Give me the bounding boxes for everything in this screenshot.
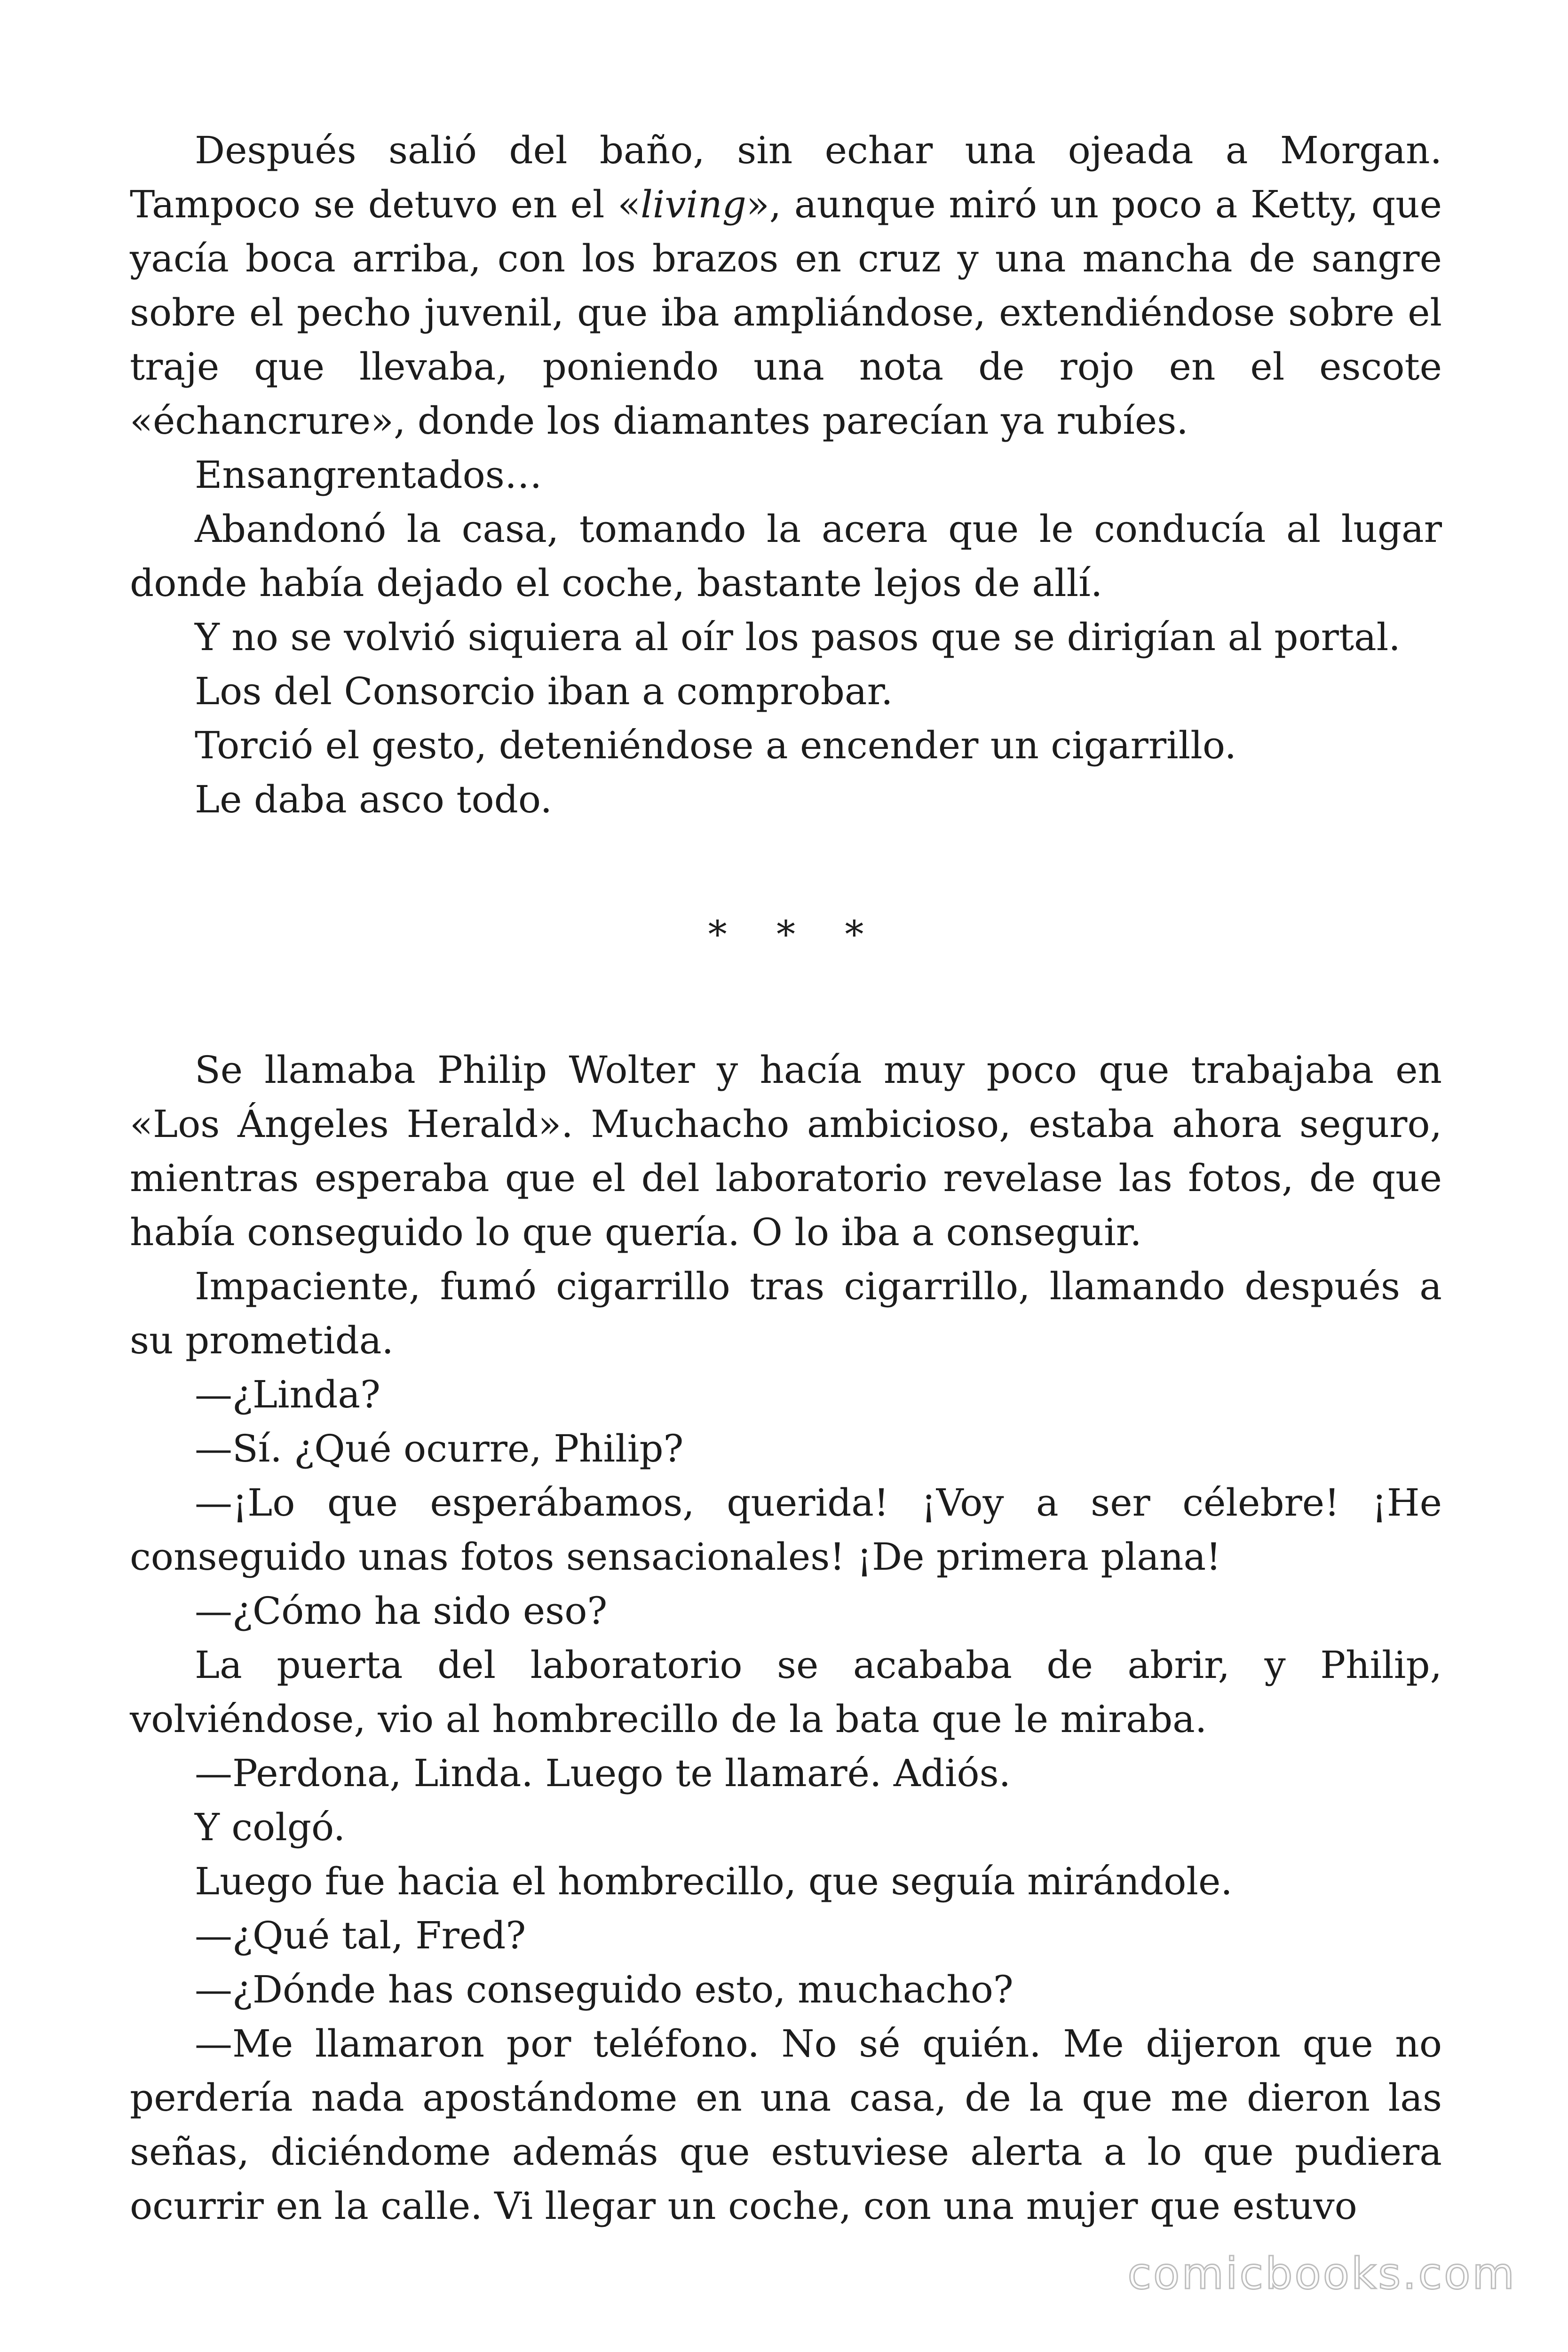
paragraph: Luego fue hacia el hombrecillo, que seguía mirándole. (195, 1859, 1233, 1903)
text-section-1 (130, 123, 1442, 826)
paragraph (130, 123, 1442, 448)
paragraph: Y colgó. (195, 1805, 346, 1849)
paragraph: —¿Qué tal, Fred? (195, 1914, 526, 1957)
paragraph: —¿Dónde has conseguido esto, muchacho? (195, 1968, 1014, 2011)
paragraph: —Me llamaron por teléfono. No sé quién. Me dijeron que no perdería nada apostándome en una casa, de la que me dieron las señas, diciéndome además que estuviese alerta a lo que pudiera ocurrir en la calle. Vi llegar un coche, con una mujer que estuvo (130, 2022, 1442, 2228)
section-separator-stars: * * * (708, 913, 883, 956)
paragraph: —¡Lo que esperábamos, querida! ¡Voy a ser célebre! ¡He conseguido unas fotos sensacionales! ¡De primera plana! (130, 1481, 1442, 1579)
book-page (130, 123, 1442, 2233)
paragraph: Los del Consorcio iban a comprobar. (195, 669, 893, 713)
paragraph: Y no se volvió siquiera al oír los pasos que se dirigían al portal. (195, 615, 1401, 659)
text-section-2 (130, 1043, 1442, 2233)
paragraph: —Perdona, Linda. Luego te llamaré. Adiós. (195, 1751, 1011, 1795)
paragraph: Abandonó la casa, tomando la acera que le conducía al lugar donde había dejado el coche, bastante lejos de allí. (130, 507, 1442, 605)
paragraph: Se llamaba Philip Wolter y hacía muy poco que trabajaba en «Los Ángeles Herald». Muchacho ambicioso, estaba ahora seguro, mientras esperaba que el del laboratorio revelase las fotos, de que había conseguido lo que quería. O lo iba a conseguir. (130, 1048, 1442, 1254)
paragraph: Ensangrentados… (195, 453, 542, 497)
paragraph: Impaciente, fumó cigarrillo tras cigarrillo, llamando después a su prometida. (130, 1264, 1442, 1362)
paragraph: —¿Cómo ha sido eso? (195, 1589, 608, 1633)
paragraph: —Sí. ¿Qué ocurre, Philip? (195, 1427, 684, 1470)
paragraph-text: », aunque miró un poco a Ketty, que yacía boca arriba, con los brazos en cruz y una mancha de sangre sobre el pecho juvenil, que iba ampliándose, extendiéndose sobre el traje que llevaba, poniendo una nota de rojo en el escote «échancrure», donde los diamantes parecían ya rubíes. (130, 183, 1442, 443)
paragraph: La puerta del laboratorio se acababa de abrir, y Philip, volviéndose, vio al hombrecillo de la bata que le miraba. (130, 1643, 1442, 1741)
section-break (130, 826, 1442, 1043)
paragraph: Le daba asco todo. (195, 778, 552, 821)
paragraph: Torció el gesto, deteniéndose a encender un cigarrillo. (195, 723, 1236, 767)
watermark-logo: comicbooks.com (1127, 2249, 1516, 2299)
paragraph: —¿Linda? (195, 1373, 380, 1416)
italic-text: living (641, 183, 746, 226)
paragraph-text: Después salió del baño, sin echar una ojeada a Morgan. Tampoco se detuvo en el « (130, 128, 1442, 226)
